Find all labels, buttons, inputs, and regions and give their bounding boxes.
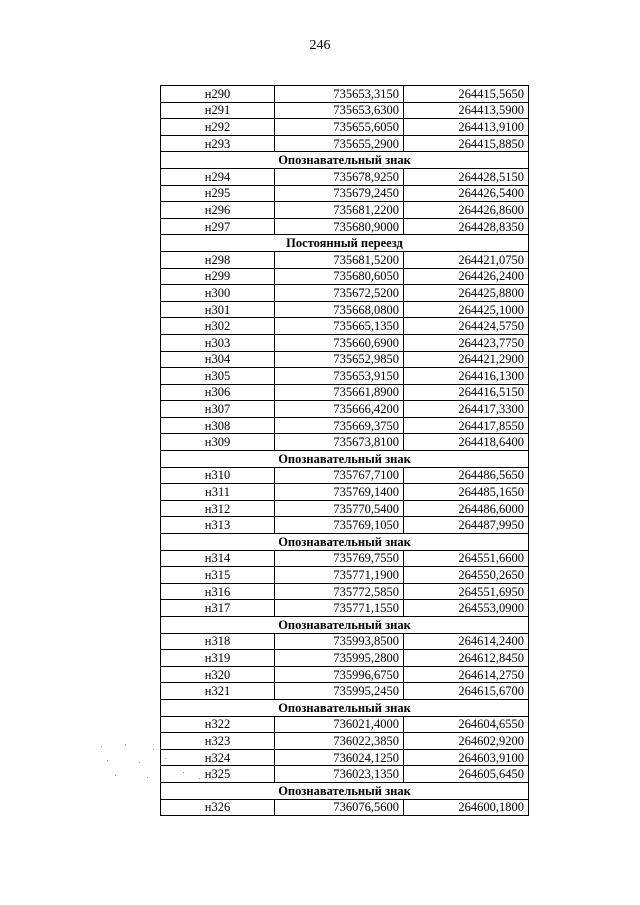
coordinate-x: 735681,2200 bbox=[275, 202, 404, 219]
coordinate-y: 264604,6550 bbox=[404, 716, 529, 733]
point-id: н310 bbox=[161, 467, 275, 484]
coordinate-y: 264413,9100 bbox=[404, 119, 529, 136]
coordinate-y: 264417,3300 bbox=[404, 401, 529, 418]
point-id: н290 bbox=[161, 86, 275, 103]
coordinate-y: 264417,8550 bbox=[404, 417, 529, 434]
coordinate-x: 735660,6900 bbox=[275, 334, 404, 351]
section-header-row bbox=[161, 617, 529, 634]
coordinate-y: 264425,8800 bbox=[404, 285, 529, 302]
coordinate-y: 264487,9950 bbox=[404, 517, 529, 534]
point-id: н323 bbox=[161, 733, 275, 750]
table-row bbox=[161, 650, 529, 667]
coordinate-x: 735770,5400 bbox=[275, 500, 404, 517]
table-row bbox=[161, 799, 529, 816]
table-row bbox=[161, 119, 529, 136]
point-id: н301 bbox=[161, 301, 275, 318]
coordinate-x: 735679,2450 bbox=[275, 185, 404, 202]
point-id: н319 bbox=[161, 650, 275, 667]
coordinate-y: 264612,8450 bbox=[404, 650, 529, 667]
table-row bbox=[161, 301, 529, 318]
point-id: н302 bbox=[161, 318, 275, 335]
point-id: н309 bbox=[161, 434, 275, 451]
coordinate-x: 735993,8500 bbox=[275, 633, 404, 650]
table-row bbox=[161, 666, 529, 683]
coordinate-x: 736023,1350 bbox=[275, 766, 404, 783]
coordinate-y: 264413,5900 bbox=[404, 102, 529, 119]
table-row bbox=[161, 716, 529, 733]
table-row bbox=[161, 268, 529, 285]
table-row bbox=[161, 484, 529, 501]
coordinate-y: 264415,5650 bbox=[404, 86, 529, 103]
coordinates-table bbox=[160, 85, 529, 816]
coordinate-y: 264426,2400 bbox=[404, 268, 529, 285]
coordinate-y: 264423,7750 bbox=[404, 334, 529, 351]
table-row bbox=[161, 434, 529, 451]
coordinate-x: 735995,2800 bbox=[275, 650, 404, 667]
coordinate-x: 735665,1350 bbox=[275, 318, 404, 335]
point-id: н303 bbox=[161, 334, 275, 351]
point-id: н315 bbox=[161, 567, 275, 584]
point-id: н291 bbox=[161, 102, 275, 119]
section-header: Опознавательный знак bbox=[161, 617, 529, 634]
coordinate-x: 735681,5200 bbox=[275, 251, 404, 268]
coordinate-x: 735653,3150 bbox=[275, 86, 404, 103]
coordinate-x: 735655,2900 bbox=[275, 135, 404, 152]
point-id: н298 bbox=[161, 251, 275, 268]
coordinate-y: 264614,2400 bbox=[404, 633, 529, 650]
coordinate-y: 264550,2650 bbox=[404, 567, 529, 584]
section-header: Опознавательный знак bbox=[161, 152, 529, 169]
table-row bbox=[161, 135, 529, 152]
coordinate-x: 735769,1400 bbox=[275, 484, 404, 501]
coordinate-y: 264421,0750 bbox=[404, 251, 529, 268]
point-id: н311 bbox=[161, 484, 275, 501]
coordinate-x: 735767,7100 bbox=[275, 467, 404, 484]
coordinate-y: 264428,8350 bbox=[404, 218, 529, 235]
coordinate-x: 735653,6300 bbox=[275, 102, 404, 119]
coordinate-y: 264415,8850 bbox=[404, 135, 529, 152]
section-header-row bbox=[161, 699, 529, 716]
section-header-row bbox=[161, 451, 529, 468]
coordinate-x: 735771,1550 bbox=[275, 600, 404, 617]
section-header-row bbox=[161, 152, 529, 169]
coordinate-x: 735769,7550 bbox=[275, 550, 404, 567]
coordinate-y: 264605,6450 bbox=[404, 766, 529, 783]
section-header: Опознавательный знак bbox=[161, 782, 529, 799]
coordinate-y: 264424,5750 bbox=[404, 318, 529, 335]
section-header-row bbox=[161, 534, 529, 551]
coordinate-x: 736024,1250 bbox=[275, 749, 404, 766]
coordinate-y: 264485,1650 bbox=[404, 484, 529, 501]
point-id: н322 bbox=[161, 716, 275, 733]
table-row bbox=[161, 683, 529, 700]
coordinate-y: 264416,5150 bbox=[404, 384, 529, 401]
section-header: Опознавательный знак bbox=[161, 699, 529, 716]
coordinate-x: 735655,6050 bbox=[275, 119, 404, 136]
coordinate-x: 735666,4200 bbox=[275, 401, 404, 418]
table-row bbox=[161, 251, 529, 268]
table-row bbox=[161, 467, 529, 484]
table-row bbox=[161, 633, 529, 650]
coordinate-y: 264426,8600 bbox=[404, 202, 529, 219]
coordinate-y: 264426,5400 bbox=[404, 185, 529, 202]
point-id: н305 bbox=[161, 368, 275, 385]
coordinate-x: 735678,9250 bbox=[275, 168, 404, 185]
coordinate-x: 736021,4000 bbox=[275, 716, 404, 733]
coordinate-x: 735680,9000 bbox=[275, 218, 404, 235]
table-row bbox=[161, 733, 529, 750]
section-header-row bbox=[161, 235, 529, 252]
coordinate-y: 264551,6950 bbox=[404, 583, 529, 600]
table-row bbox=[161, 285, 529, 302]
coordinate-x: 735769,1050 bbox=[275, 517, 404, 534]
table-row bbox=[161, 749, 529, 766]
coordinate-x: 735771,1900 bbox=[275, 567, 404, 584]
table-row bbox=[161, 334, 529, 351]
coordinate-y: 264486,5650 bbox=[404, 467, 529, 484]
table-row bbox=[161, 583, 529, 600]
table-row bbox=[161, 567, 529, 584]
coordinate-y: 264614,2750 bbox=[404, 666, 529, 683]
coordinate-x: 735680,6050 bbox=[275, 268, 404, 285]
table-row bbox=[161, 368, 529, 385]
coordinate-y: 264428,5150 bbox=[404, 168, 529, 185]
coordinate-x: 735661,8900 bbox=[275, 384, 404, 401]
coordinate-x: 735669,3750 bbox=[275, 417, 404, 434]
table-row bbox=[161, 550, 529, 567]
coordinate-y: 264421,2900 bbox=[404, 351, 529, 368]
section-header: Опознавательный знак bbox=[161, 451, 529, 468]
point-id: н317 bbox=[161, 600, 275, 617]
coordinates-table-body bbox=[161, 86, 529, 816]
coordinate-y: 264615,6700 bbox=[404, 683, 529, 700]
coordinate-y: 264600,1800 bbox=[404, 799, 529, 816]
coordinate-x: 735996,6750 bbox=[275, 666, 404, 683]
table-row bbox=[161, 351, 529, 368]
coordinate-x: 735653,9150 bbox=[275, 368, 404, 385]
coordinate-y: 264418,6400 bbox=[404, 434, 529, 451]
section-header: Постоянный переезд bbox=[161, 235, 529, 252]
point-id: н292 bbox=[161, 119, 275, 136]
point-id: н304 bbox=[161, 351, 275, 368]
table-row bbox=[161, 417, 529, 434]
point-id: н308 bbox=[161, 417, 275, 434]
point-id: н295 bbox=[161, 185, 275, 202]
point-id: н297 bbox=[161, 218, 275, 235]
point-id: н321 bbox=[161, 683, 275, 700]
coordinate-x: 736076,5600 bbox=[275, 799, 404, 816]
table-row bbox=[161, 384, 529, 401]
scan-noise bbox=[95, 742, 215, 782]
coordinate-y: 264553,0900 bbox=[404, 600, 529, 617]
coordinate-y: 264602,9200 bbox=[404, 733, 529, 750]
point-id: н326 bbox=[161, 799, 275, 816]
table-row bbox=[161, 185, 529, 202]
table-row bbox=[161, 517, 529, 534]
table-row bbox=[161, 168, 529, 185]
point-id: н324 bbox=[161, 749, 275, 766]
point-id: н325 bbox=[161, 766, 275, 783]
coordinate-x: 735672,5200 bbox=[275, 285, 404, 302]
point-id: н313 bbox=[161, 517, 275, 534]
table-row bbox=[161, 86, 529, 103]
point-id: н314 bbox=[161, 550, 275, 567]
coordinate-x: 735772,5850 bbox=[275, 583, 404, 600]
coordinate-x: 735673,8100 bbox=[275, 434, 404, 451]
coordinate-x: 735668,0800 bbox=[275, 301, 404, 318]
table-row bbox=[161, 102, 529, 119]
coordinate-y: 264425,1000 bbox=[404, 301, 529, 318]
coordinate-x: 735995,2450 bbox=[275, 683, 404, 700]
coordinate-y: 264416,1300 bbox=[404, 368, 529, 385]
point-id: н296 bbox=[161, 202, 275, 219]
point-id: н318 bbox=[161, 633, 275, 650]
table-row bbox=[161, 218, 529, 235]
table-row bbox=[161, 202, 529, 219]
table-row bbox=[161, 318, 529, 335]
table-row bbox=[161, 500, 529, 517]
section-header-row bbox=[161, 782, 529, 799]
point-id: н300 bbox=[161, 285, 275, 302]
table-row bbox=[161, 600, 529, 617]
coordinate-x: 736022,3850 bbox=[275, 733, 404, 750]
coordinate-y: 264603,9100 bbox=[404, 749, 529, 766]
table-row bbox=[161, 766, 529, 783]
point-id: н312 bbox=[161, 500, 275, 517]
coordinate-x: 735652,9850 bbox=[275, 351, 404, 368]
point-id: н306 bbox=[161, 384, 275, 401]
point-id: н294 bbox=[161, 168, 275, 185]
point-id: н316 bbox=[161, 583, 275, 600]
coordinate-y: 264551,6600 bbox=[404, 550, 529, 567]
point-id: н320 bbox=[161, 666, 275, 683]
page-number: 246 bbox=[309, 38, 331, 53]
point-id: н293 bbox=[161, 135, 275, 152]
section-header: Опознавательный знак bbox=[161, 534, 529, 551]
point-id: н307 bbox=[161, 401, 275, 418]
table-row bbox=[161, 401, 529, 418]
coordinate-y: 264486,6000 bbox=[404, 500, 529, 517]
point-id: н299 bbox=[161, 268, 275, 285]
